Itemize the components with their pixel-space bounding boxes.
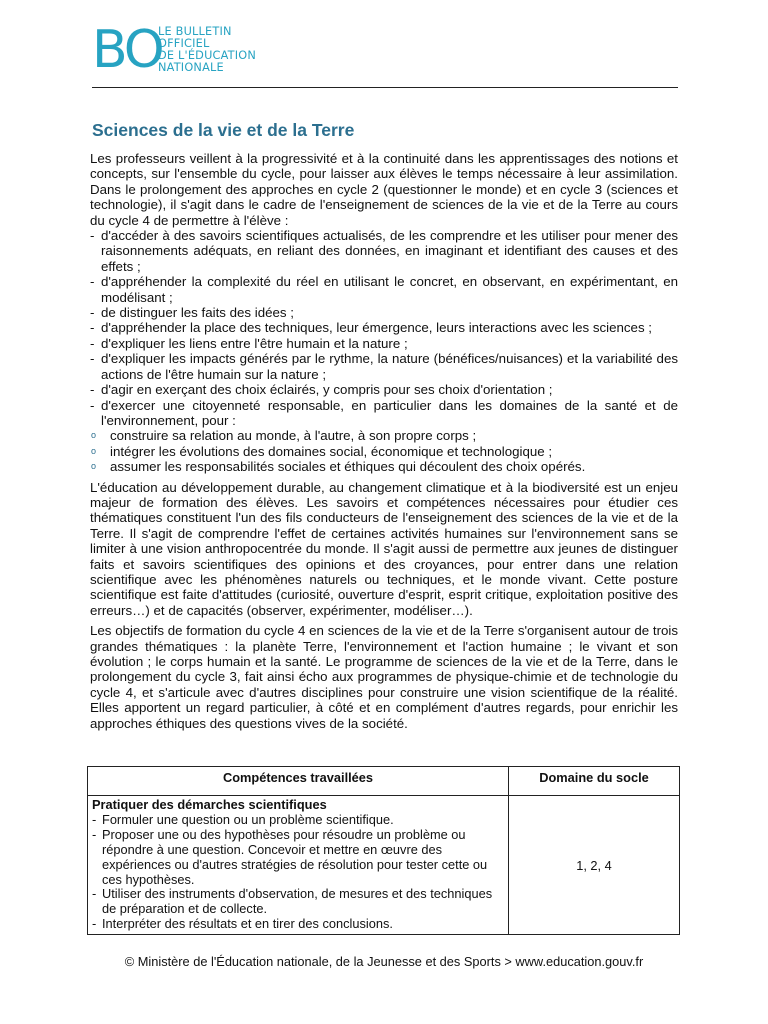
table-header: Domaine du socle	[509, 767, 680, 796]
table-header-row	[88, 767, 680, 796]
competence-list	[92, 813, 504, 932]
list-item: - d'expliquer les impacts générés par le rythme, la nature (bénéfices/nuisances) et la variabilité des actions de l'être humain sur la nature ;	[90, 351, 678, 382]
list-item: - d'appréhender la complexité du réel en utilisant le concret, en observant, en expérimentant, en modélisant ;	[90, 274, 678, 305]
table-header: Compétences travaillées	[88, 767, 509, 796]
list-item: - d'accéder à des savoirs scientifiques actualisés, de les comprendre et les utiliser pour mener des raisonnements adéquats, en reliant des données, en imaginant et identifiant des causes et des effets ;	[90, 228, 678, 274]
logo-line: NATIONALE	[158, 61, 224, 74]
list-item-text: d'exercer une citoyenneté responsable, en particulier dans les domaines de la santé et de l'environnement, pour :	[101, 397, 678, 428]
objectives-list	[90, 228, 678, 475]
sub-list-item: o construire sa relation au monde, à l'autre, à son propre corps ;	[90, 428, 678, 443]
list-item	[90, 398, 678, 475]
section-title: Sciences de la vie et de la Terre	[92, 120, 355, 140]
sub-list-item: o intégrer les évolutions des domaines social, économique et technologique ;	[90, 444, 678, 459]
paragraph: Les objectifs de formation du cycle 4 en sciences de la vie et de la Terre s'organisent autour de trois grandes thématiques : la planète Terre, l'environnement et l'action humaine ; le vivant et son évolution ; le corps humain et la santé. Le programme de sciences de la vie et de la Terre, dans le prolongement du cycle 3, fait ainsi écho aux programmes de physique-chimie et de technologie du cycle 4, et s'articule avec d'autres disciplines pour construire une vision scientifique de la réalité. Elles apportent un regard particulier, à côté et en complément d'autres regards, pour enrichir les approches éthiques des questions vives de la société.	[90, 623, 678, 731]
paragraph: L'éducation au développement durable, au changement climatique et à la biodiversité est un enjeu majeur de formation des élèves. Les savoirs et compétences nécessaires pour étudier ces thématiques constituent l'un des fils conducteurs de l'enseignement des sciences de la vie et de la Terre. Il s'agit de comprendre l'effet de certaines activités humaines sur l'environnement sans se limiter à une vision anthropocentrée du monde. Il s'agit aussi de permettre aux jeunes de distinguer faits et savoirs scientifiques des opinions et des croyances, pour entrer dans une relation scientifique avec les phénomènes naturels ou techniques, et le monde vivant. Cette posture scientifique est faite d'attitudes (curiosité, ouverture d'esprit, esprit critique, exploitation positive des erreurs…) et de capacités (observer, expérimenter, modéliser…).	[90, 479, 678, 618]
table-row	[88, 796, 680, 935]
competence-title: Pratiquer des démarches scientifiques	[92, 797, 327, 812]
sub-objectives-list	[90, 428, 678, 474]
sub-list-item: o assumer les responsabilités sociales et éthiques qui découlent des choix opérés.	[90, 459, 678, 474]
list-item: - Formuler une question ou un problème scientifique.	[92, 813, 504, 828]
list-item: - Proposer une ou des hypothèses pour résoudre un problème ou répondre à une question. Concevoir et mettre en œuvre des expériences ou d'autres stratégies de résolution pour tester cette ou ces hypothèses.	[92, 828, 504, 888]
list-item: - Utiliser des instruments d'observation, de mesures et des techniques de préparation et de collecte.	[92, 887, 504, 917]
page-footer: © Ministère de l'Éducation nationale, de la Jeunesse et des Sports > www.education.gouv.fr	[124, 954, 644, 969]
document-body	[90, 151, 678, 736]
list-item: - de distinguer les faits des idées ;	[90, 305, 678, 320]
bo-logo: BO	[92, 20, 162, 80]
logo-line: DE L'ÉDUCATION	[158, 49, 257, 62]
list-item: - d'appréhender la place des techniques, leur émergence, leurs interactions avec les sciences ;	[90, 320, 678, 335]
list-item: - d'expliquer les liens entre l'être humain et la nature ;	[90, 336, 678, 351]
competences-table	[87, 766, 680, 935]
list-item: - d'agir en exerçant des choix éclairés, y compris pour ses choix d'orientation ;	[90, 382, 678, 397]
list-item: - Interpréter des résultats et en tirer des conclusions.	[92, 917, 504, 932]
logo-line: OFFICIEL	[158, 37, 210, 50]
logo-line: LE BULLETIN	[158, 25, 232, 38]
page-header	[92, 20, 678, 88]
domain-cell: 1, 2, 4	[509, 796, 680, 935]
table-cell	[88, 796, 509, 935]
intro-paragraph: Les professeurs veillent à la progressivité et à la continuité dans les apprentissages des notions et concepts, sur l'ensemble du cycle, pour laisser aux élèves le temps nécessaire à leur assimilation. Dans le prolongement des approches en cycle 2 (questionner le monde) et en cycle 3 (sciences et technologie), il s'agit dans le cadre de l'enseignement de sciences de la vie et de la Terre au cours du cycle 4 de permettre à l'élève :	[90, 151, 678, 228]
logo-text	[158, 26, 256, 74]
